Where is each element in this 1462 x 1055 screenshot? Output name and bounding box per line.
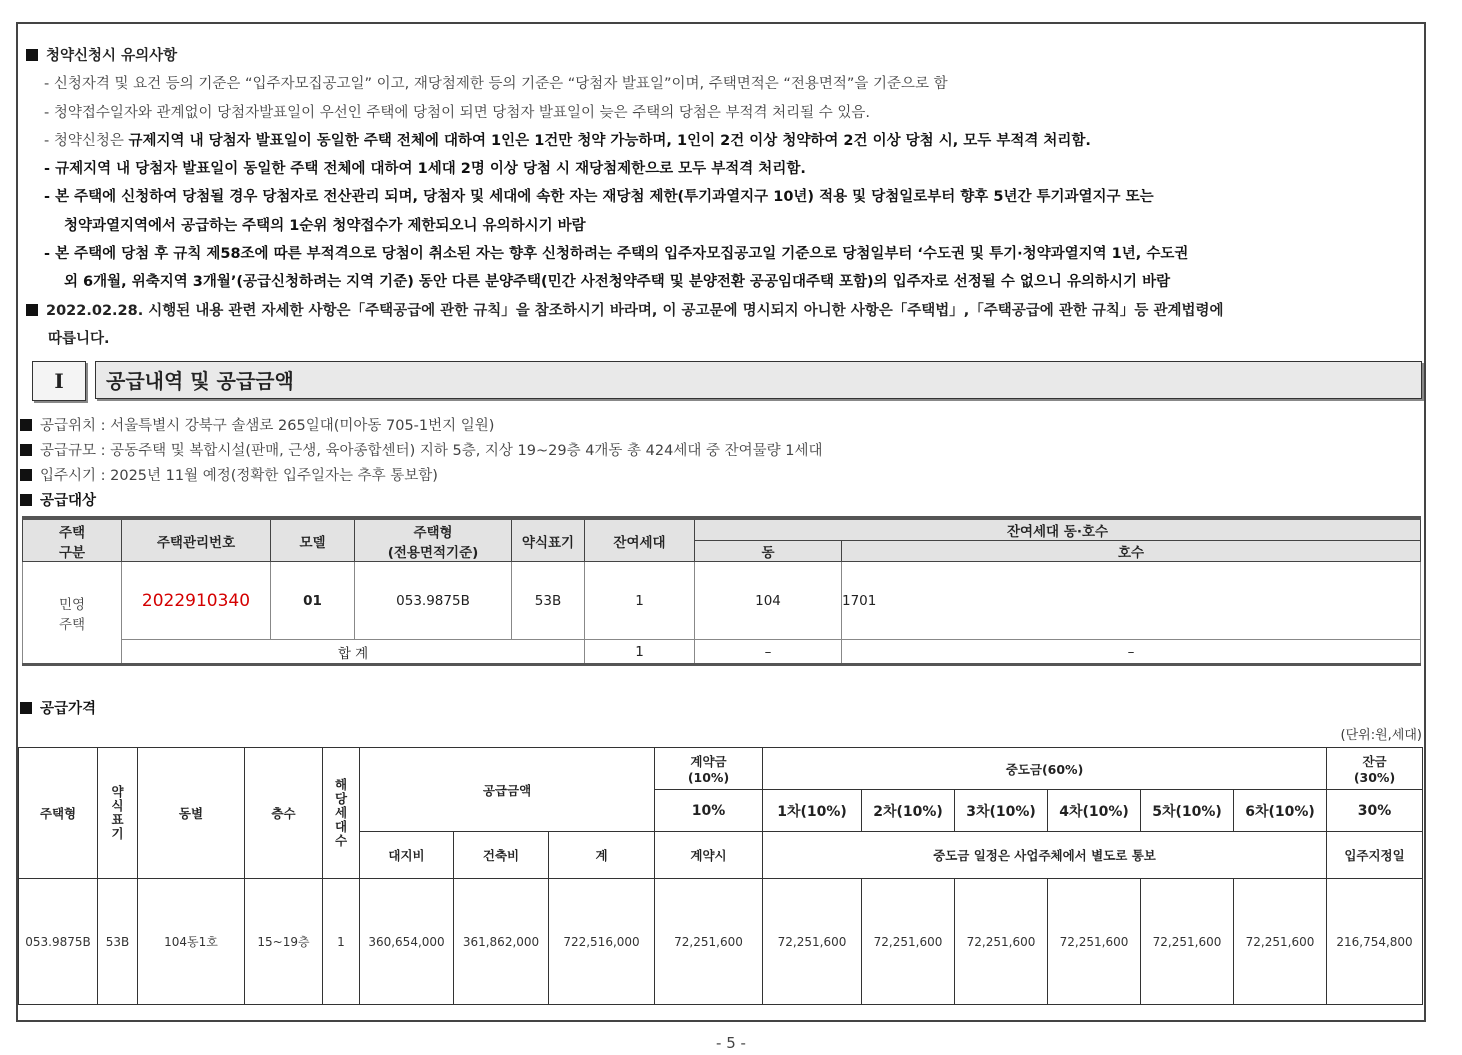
- header-abbr: 약식표기: [512, 518, 585, 562]
- cell-remaining: 1: [585, 562, 695, 640]
- page-number: - 5 -: [716, 1034, 746, 1052]
- ph-balance: 잔금 (30%): [1327, 748, 1423, 790]
- notice-line-5: - 본 주택에 신청하여 당첨될 경우 당첨자로 전산관리 되며, 당첨자 및 세대에 속한 자는 재당첨 제한(투기과열지구 10년) 적용 및 당첨일로부터 향후 5년간 투기과열지구 또는: [44, 189, 1154, 206]
- ph-total: 계: [549, 832, 655, 879]
- total-label: 합 계: [122, 640, 585, 665]
- ph-middle-2: 2차(10%): [862, 790, 955, 832]
- ph-balance-pct: 30%: [1327, 790, 1423, 832]
- pc-housing-type: 053.9875B: [19, 879, 98, 1005]
- cell-housing-type: 053.9875B: [355, 562, 512, 640]
- ph-abbr: 약 식 표 기: [98, 748, 138, 879]
- header-housing-type: 주택형 (전용면적기준): [355, 518, 512, 562]
- header-mgmt-no: 주택관리번호: [122, 518, 271, 562]
- pc-total: 722,516,000: [549, 879, 655, 1005]
- pc-middle-5: 72,251,600: [1141, 879, 1234, 1005]
- ph-middle-1: 1차(10%): [763, 790, 862, 832]
- info-target-title: 공급대상: [20, 489, 96, 510]
- square-bullet-icon: [26, 304, 38, 316]
- header-remaining: 잔여세대: [585, 518, 695, 562]
- table-total-row: [23, 640, 1421, 665]
- notice-law-line-cont: 따릅니다.: [48, 330, 110, 347]
- section-title: 공급내역 및 공급금액: [95, 361, 1422, 399]
- pc-middle-4: 72,251,600: [1048, 879, 1141, 1005]
- header-dong-ho: 잔여세대 동·호수: [695, 518, 1421, 541]
- pc-dong: 104동1호: [138, 879, 245, 1005]
- table-row: [19, 879, 1423, 1005]
- notice-heading: 청약신청시 유의사항: [26, 42, 1422, 70]
- total-dong: –: [695, 640, 842, 665]
- table-row: [23, 562, 1421, 640]
- info-location: 공급위치 : 서울특별시 강북구 솔샘로 265일대(미아동 705-1번지 일원): [20, 414, 494, 435]
- header-dong: 동: [695, 541, 842, 562]
- notice-line-6-cont: 외 6개월, 위축지역 3개월’(공급신청하려는 지역 기준) 동안 다른 분양주택(민간 사전청약주택 및 분양전환 공공임대주택 포함)의 입주자로 선정될 수 없으니 유의하시기 바람: [64, 274, 1171, 291]
- total-ho: –: [842, 640, 1421, 665]
- notice-line-1: - 신청자격 및 요건 등의 기준은 “입주자모집공고일” 이고, 재당첨제한 등의 기준은 “당첨자 발표일”이며, 주택면적은 “전용면적”을 기준으로 함: [44, 76, 948, 93]
- pc-middle-6: 72,251,600: [1234, 879, 1327, 1005]
- pc-building: 361,862,000: [454, 879, 549, 1005]
- pc-middle-2: 72,251,600: [862, 879, 955, 1005]
- notice-line-4: - 규제지역 내 당첨자 발표일이 동일한 주택 전체에 대하여 1세대 2명 이상 당첨 시 재당첨제한으로 모두 부적격 처리함.: [44, 161, 806, 178]
- notice-line-5-cont: 청약과열지역에서 공급하는 주택의 1순위 청약접수가 제한되오니 유의하시기 바람: [64, 217, 586, 234]
- cell-model: 01: [271, 562, 355, 640]
- unit-label: (단위:원,세대): [1340, 728, 1422, 743]
- ph-middle-5: 5차(10%): [1141, 790, 1234, 832]
- header-model: 모델: [271, 518, 355, 562]
- square-bullet-icon: [20, 494, 32, 506]
- square-bullet-icon: [26, 49, 38, 61]
- ph-supply-amount: 공급금액: [360, 748, 655, 832]
- cell-ho: 1701: [842, 562, 1421, 640]
- pc-floor: 15~19층: [245, 879, 323, 1005]
- supply-target-table: [22, 516, 1421, 666]
- notice-line-3: - 청약신청은 규제지역 내 당첨자 발표일이 동일한 주택 전체에 대하여 1인은 1건만 청약 가능하며, 1인이 2건 이상 청약하여 2건 이상 당첨 시, 모두 부적격 처리함.: [44, 132, 1091, 149]
- ph-contract-pct: 10%: [655, 790, 763, 832]
- ph-housing-type: 주택형: [19, 748, 98, 879]
- cell-mgmt-no: 2022910340: [122, 562, 271, 640]
- total-remaining: 1: [585, 640, 695, 665]
- ph-building: 건축비: [454, 832, 549, 879]
- pc-contract: 72,251,600: [655, 879, 763, 1005]
- cell-type: 민영 주택: [23, 562, 122, 665]
- section-number: I: [32, 361, 86, 401]
- info-scale: 공급규모 : 공동주택 및 복합시설(판매, 근생, 육아종합센터) 지하 5층, 지상 19~29층 4개동 총 424세대 중 잔여물량 1세대: [20, 439, 822, 460]
- pc-abbr: 53B: [98, 879, 138, 1005]
- ph-balance-when: 입주지정일: [1327, 832, 1423, 879]
- ph-floor: 층수: [245, 748, 323, 879]
- pc-land: 360,654,000: [360, 879, 454, 1005]
- ph-middle: 중도금(60%): [763, 748, 1327, 790]
- info-price-title: 공급가격: [20, 697, 96, 718]
- ph-middle-note: 중도금 일정은 사업주체에서 별도로 통보: [763, 832, 1327, 879]
- pc-households: 1: [323, 879, 360, 1005]
- square-bullet-icon: [20, 419, 32, 431]
- ph-dong: 동별: [138, 748, 245, 879]
- ph-land: 대지비: [360, 832, 454, 879]
- square-bullet-icon: [20, 469, 32, 481]
- cell-dong: 104: [695, 562, 842, 640]
- notice-law-line: 2022.02.28. 시행된 내용 관련 자세한 사항은「주택공급에 관한 규칙」을 참조하시기 바라며, 이 공고문에 명시되지 아니한 사항은「주택법」,「주택공급에 관한 규칙」등 관계법령에: [26, 297, 1422, 325]
- pc-balance: 216,754,800: [1327, 879, 1423, 1005]
- notice-line-6: - 본 주택에 당첨 후 규칙 제58조에 따른 부적격으로 당첨이 취소된 자는 향후 신청하려는 주택의 입주자모집공고일 기준으로 당첨일부터 ‘수도권 및 투기·청약과열지역 1년, 수도권: [44, 246, 1189, 263]
- ph-middle-4: 4차(10%): [1048, 790, 1141, 832]
- ph-households: 해 당 세 대 수: [323, 748, 360, 879]
- notice-block: [26, 42, 1422, 353]
- ph-middle-3: 3차(10%): [955, 790, 1048, 832]
- ph-contract: 계약금 (10%): [655, 748, 763, 790]
- info-move-in: 입주시기 : 2025년 11월 예정(정확한 입주일자는 추후 통보함): [20, 464, 438, 485]
- pc-middle-1: 72,251,600: [763, 879, 862, 1005]
- header-type: 주택 구분: [23, 518, 122, 562]
- square-bullet-icon: [20, 702, 32, 714]
- square-bullet-icon: [20, 444, 32, 456]
- header-ho: 호수: [842, 541, 1421, 562]
- pc-middle-3: 72,251,600: [955, 879, 1048, 1005]
- supply-price-table: [18, 747, 1423, 1005]
- cell-abbr: 53B: [512, 562, 585, 640]
- ph-middle-6: 6차(10%): [1234, 790, 1327, 832]
- ph-contract-when: 계약시: [655, 832, 763, 879]
- notice-line-2: - 청약접수일자와 관계없이 당첨자발표일이 우선인 주택에 당첨이 되면 당첨자 발표일이 늦은 주택의 당첨은 부적격 처리될 수 있음.: [44, 104, 870, 121]
